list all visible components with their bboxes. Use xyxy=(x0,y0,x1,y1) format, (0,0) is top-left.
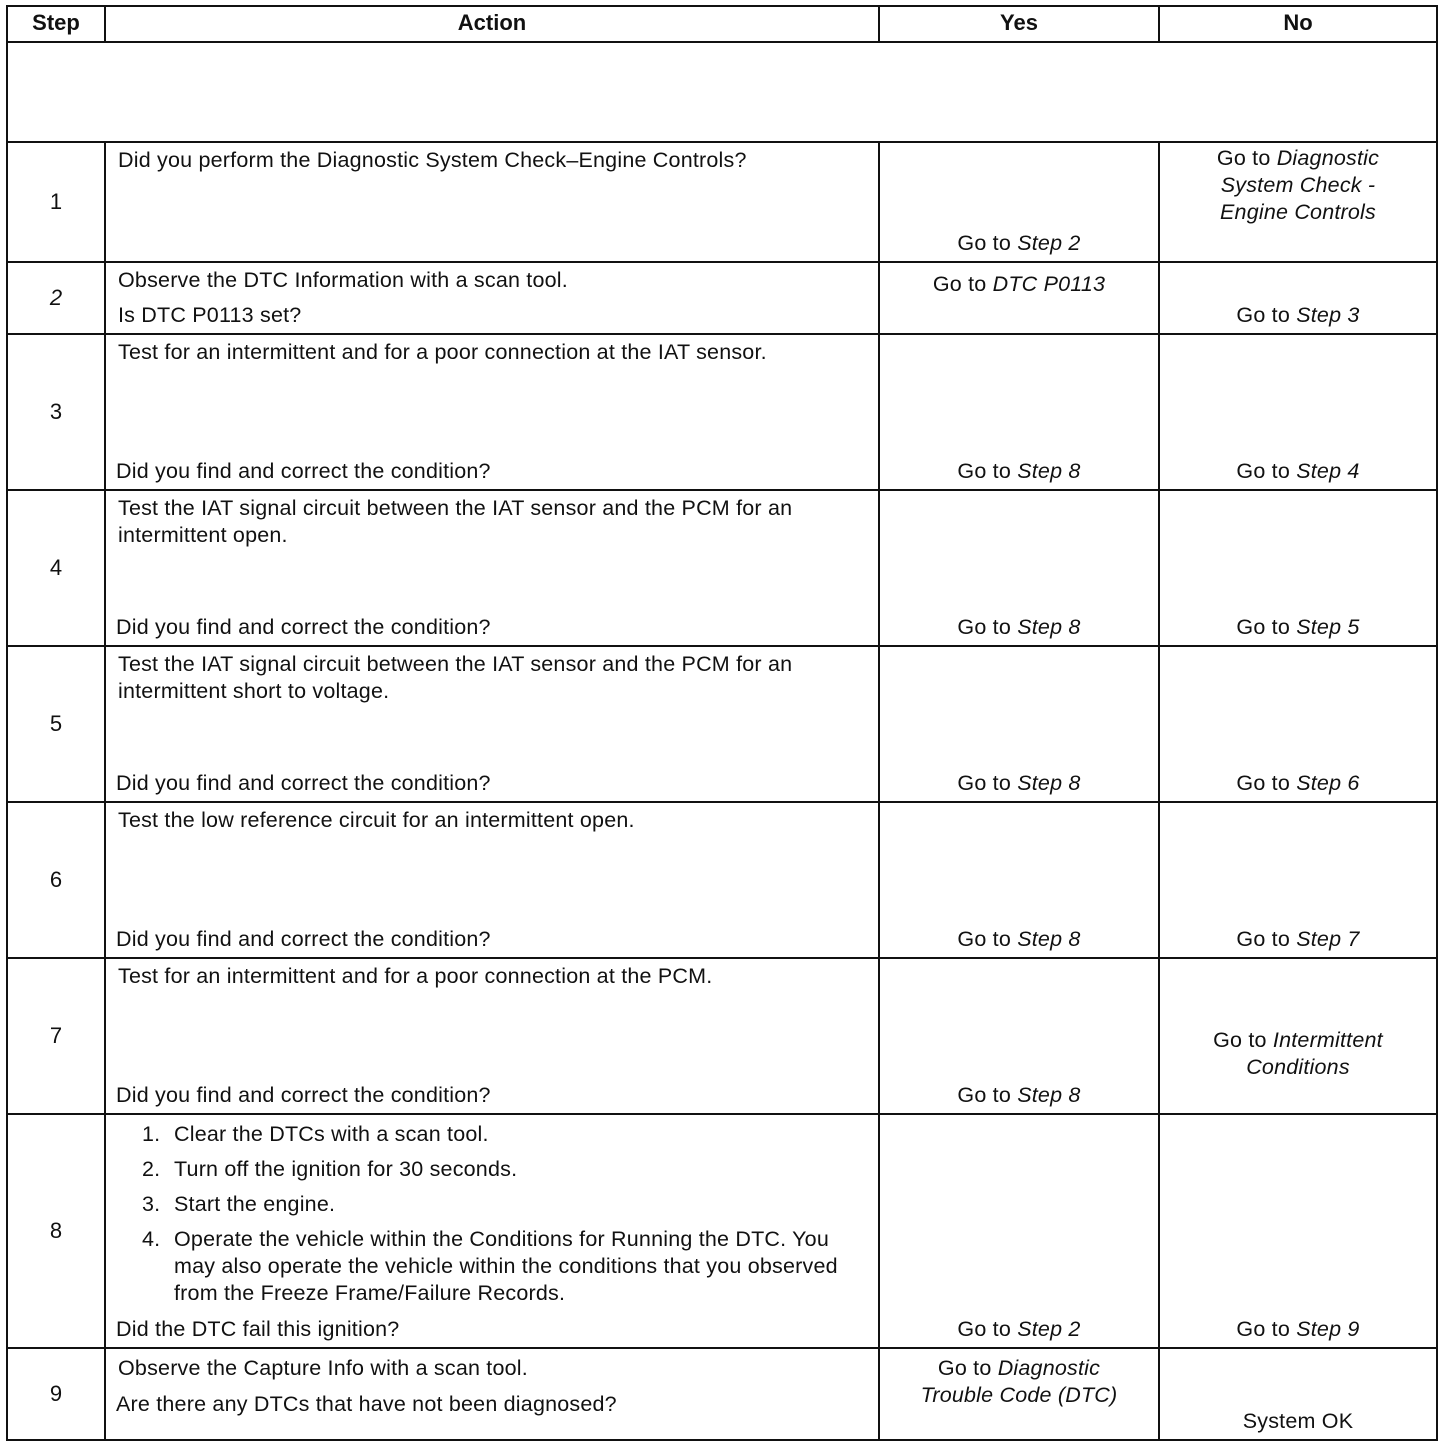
no-cell xyxy=(1160,1115,1436,1347)
yes-link[interactable] xyxy=(880,1082,1158,1109)
step-reference: Step 8 xyxy=(1017,615,1081,639)
go-to-text: Go to xyxy=(1236,615,1291,639)
dtc-reference: DTC P0113 xyxy=(992,272,1106,296)
question-text: Did you find and correct the condition? xyxy=(116,1083,491,1107)
list-text: Turn off the ignition for 30 seconds. xyxy=(174,1157,518,1181)
no-link[interactable] xyxy=(1160,458,1436,485)
table-row xyxy=(8,143,1436,263)
step-reference: Step 4 xyxy=(1296,459,1360,483)
action-cell xyxy=(106,263,880,333)
step-number: 3 xyxy=(8,335,106,489)
go-to-text: Go to xyxy=(957,615,1012,639)
yes-link[interactable] xyxy=(880,770,1158,797)
diagnostic-table xyxy=(6,5,1438,1441)
go-to-text: Go to xyxy=(957,231,1012,255)
header-no: No xyxy=(1283,10,1313,35)
no-cell xyxy=(1160,959,1436,1113)
step-number: 2 xyxy=(8,263,106,333)
question-text: Is DTC P0113 set? xyxy=(118,303,302,327)
table-row xyxy=(8,803,1436,959)
yes-cell xyxy=(880,143,1160,261)
step-reference: Step 5 xyxy=(1296,615,1360,639)
go-to-text: Go to xyxy=(957,459,1012,483)
list-item xyxy=(118,1121,864,1148)
reference-line: Intermittent xyxy=(1272,1028,1383,1052)
action-cell xyxy=(106,491,880,645)
action-text: Test for an intermittent and for a poor connection at the IAT sensor. xyxy=(118,340,767,364)
go-to-text: Go to xyxy=(957,771,1012,795)
yes-cell xyxy=(880,335,1160,489)
step-number: 8 xyxy=(8,1115,106,1347)
no-cell xyxy=(1160,335,1436,489)
yes-link[interactable] xyxy=(880,458,1158,485)
table-row xyxy=(8,491,1436,647)
list-text: Start the engine. xyxy=(174,1192,336,1216)
yes-link[interactable] xyxy=(880,614,1158,641)
yes-link[interactable] xyxy=(880,230,1158,257)
go-to-text: Go to xyxy=(957,1317,1012,1341)
numbered-list xyxy=(118,1121,864,1315)
no-cell xyxy=(1160,143,1436,261)
step-reference: Step 6 xyxy=(1296,771,1360,795)
header-row xyxy=(8,7,1436,43)
no-link[interactable] xyxy=(1160,302,1436,329)
go-to-text: Go to xyxy=(957,1083,1012,1107)
go-to-text: Go to xyxy=(1236,303,1291,327)
yes-link[interactable] xyxy=(880,926,1158,953)
go-to-text: Go to xyxy=(1213,1028,1267,1052)
step-reference: Step 8 xyxy=(1017,771,1081,795)
action-text: Did you perform the Diagnostic System Check–Engine Controls? xyxy=(118,148,747,172)
go-to-text: Go to xyxy=(1216,146,1271,170)
step-reference: Step 8 xyxy=(1017,459,1081,483)
action-cell xyxy=(106,335,880,489)
step-number: 4 xyxy=(8,491,106,645)
question-text: Did you find and correct the condition? xyxy=(116,459,491,483)
step-reference: Step 2 xyxy=(1017,1317,1081,1341)
no-link[interactable] xyxy=(1160,1027,1436,1081)
action-text: Test the low reference circuit for an intermittent open. xyxy=(118,808,635,832)
no-link[interactable] xyxy=(1160,926,1436,953)
no-cell xyxy=(1160,647,1436,801)
table-row xyxy=(8,335,1436,491)
step-reference: Step 7 xyxy=(1296,927,1360,951)
header-step: Step xyxy=(8,7,106,41)
table-row xyxy=(8,1349,1436,1439)
list-item xyxy=(118,1226,864,1307)
no-cell xyxy=(1160,1349,1436,1439)
action-cell xyxy=(106,143,880,261)
no-link[interactable] xyxy=(1160,1316,1436,1343)
step-reference: Step 2 xyxy=(1017,231,1081,255)
yes-cell xyxy=(880,1115,1160,1347)
action-text: Test the IAT signal circuit between the IAT sensor and the PCM for an intermittent short to voltage. xyxy=(118,652,793,703)
question-text: Did the DTC fail this ignition? xyxy=(116,1317,400,1341)
blank-cell xyxy=(8,43,1436,141)
yes-cell xyxy=(880,263,1160,333)
header-yes: Yes xyxy=(880,7,1160,41)
no-link[interactable] xyxy=(1160,770,1436,797)
no-cell xyxy=(1160,803,1436,957)
yes-cell xyxy=(880,803,1160,957)
action-cell xyxy=(106,647,880,801)
go-to-text: Go to xyxy=(1236,1317,1291,1341)
action-cell xyxy=(106,959,880,1113)
go-to-text: Go to xyxy=(1236,927,1291,951)
list-item xyxy=(118,1191,864,1218)
blank-row xyxy=(8,43,1436,143)
header-action: Action xyxy=(106,7,880,41)
yes-cell xyxy=(880,1349,1160,1439)
go-to-text: Go to xyxy=(932,272,987,296)
list-number: 2. xyxy=(142,1157,161,1181)
go-to-text: Go to xyxy=(957,927,1012,951)
reference-line: Trouble Code (DTC) xyxy=(920,1383,1118,1407)
yes-link[interactable] xyxy=(880,1316,1158,1343)
step-number: 6 xyxy=(8,803,106,957)
yes-cell xyxy=(880,491,1160,645)
reference-line: Diagnostic xyxy=(997,1356,1101,1380)
step-reference: Step 9 xyxy=(1296,1317,1360,1341)
action-cell xyxy=(106,803,880,957)
step-number: 9 xyxy=(8,1349,106,1439)
go-to-text: Go to xyxy=(1236,459,1291,483)
reference-line: System Check - xyxy=(1220,173,1376,197)
action-cell xyxy=(106,1349,880,1439)
go-to-text: Go to xyxy=(1236,771,1291,795)
reference-line: Diagnostic xyxy=(1276,146,1380,170)
action-cell xyxy=(106,1115,880,1347)
list-number: 4. xyxy=(142,1227,161,1251)
step-reference: Step 8 xyxy=(1017,1083,1081,1107)
question-text: Did you find and correct the condition? xyxy=(116,927,491,951)
go-to-text: Go to xyxy=(937,1356,992,1380)
list-number: 1. xyxy=(142,1122,161,1146)
step-number: 1 xyxy=(8,143,106,261)
no-cell xyxy=(1160,263,1436,333)
reference-line: Engine Controls xyxy=(1220,200,1376,224)
list-text: Operate the vehicle within the Conditions for Running the DTC. You may also operate the vehicle within the conditions that you observed from the Freeze Frame/Failure Records. xyxy=(174,1227,838,1305)
action-text: Test for an intermittent and for a poor connection at the PCM. xyxy=(118,964,713,988)
reference-line: Conditions xyxy=(1246,1055,1350,1079)
table-row xyxy=(8,263,1436,335)
no-cell xyxy=(1160,491,1436,645)
yes-link[interactable] xyxy=(880,271,1158,298)
action-text: Test the IAT signal circuit between the IAT sensor and the PCM for an intermittent open. xyxy=(118,496,793,547)
question-text: Are there any DTCs that have not been diagnosed? xyxy=(116,1392,617,1416)
system-ok-text: System OK xyxy=(1242,1409,1354,1433)
step-number: 7 xyxy=(8,959,106,1113)
list-number: 3. xyxy=(142,1192,161,1216)
step-number: 5 xyxy=(8,647,106,801)
question-text: Did you find and correct the condition? xyxy=(116,771,491,795)
step-reference: Step 3 xyxy=(1296,303,1360,327)
list-item xyxy=(118,1156,864,1183)
question-text: Did you find and correct the condition? xyxy=(116,615,491,639)
action-text: Observe the Capture Info with a scan tool. xyxy=(118,1356,528,1380)
yes-cell xyxy=(880,959,1160,1113)
table-row xyxy=(8,959,1436,1115)
table-row xyxy=(8,647,1436,803)
no-link[interactable] xyxy=(1160,145,1436,226)
action-text: Observe the DTC Information with a scan tool. xyxy=(118,268,568,292)
list-text: Clear the DTCs with a scan tool. xyxy=(174,1122,489,1146)
table-row xyxy=(8,1115,1436,1349)
yes-cell xyxy=(880,647,1160,801)
step-reference: Step 8 xyxy=(1017,927,1081,951)
no-link[interactable] xyxy=(1160,614,1436,641)
yes-link[interactable] xyxy=(880,1355,1158,1409)
